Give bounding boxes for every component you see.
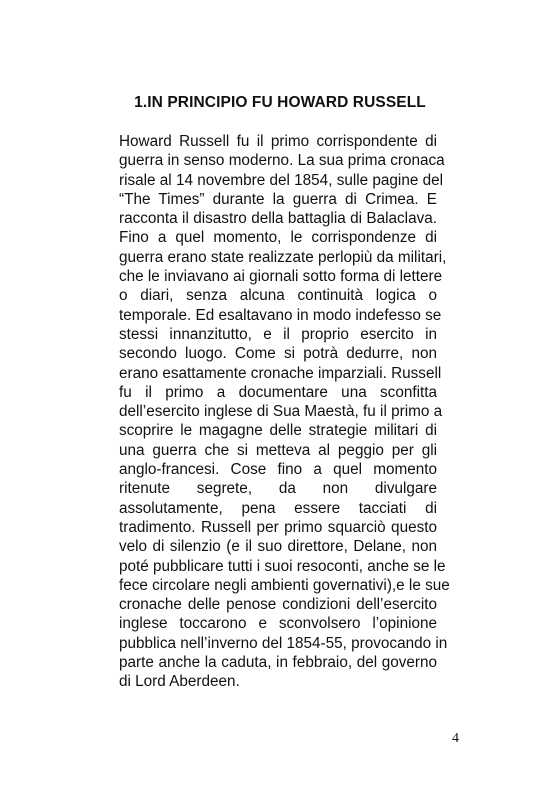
paragraph-line: racconta il disastro della battaglia di Balaclava. (119, 210, 437, 228)
paragraph-line: parte anche la caduta, in febbraio, del governo (119, 654, 437, 672)
paragraph-line: dell’esercito inglese di Sua Maestà, fu il primo a (119, 403, 443, 421)
paragraph-line: velo di silenzio (e il suo direttore, Delane, non (119, 538, 437, 556)
paragraph-line: guerra erano state realizzate perlopiù da militari, (119, 248, 447, 266)
paragraph-line: guerra in senso moderno. La sua prima cronaca (119, 152, 445, 170)
body-paragraph (119, 132, 450, 692)
paragraph-line: temporale. Ed esaltavano in modo indefesso se (119, 306, 442, 324)
paragraph-line: tradimento. Russell per primo squarciò questo (119, 518, 437, 536)
paragraph-line: scoprire le magagne delle strategie militari di (119, 422, 437, 440)
paragraph-line: fu il primo a documentare una sconfitta (119, 383, 437, 401)
paragraph-line: erano esattamente cronache imparziali. Russell (119, 364, 442, 382)
paragraph-line: fece circolare negli ambienti governativi),e le sue (119, 576, 450, 594)
paragraph-line: Howard Russell fu il primo corrispondente di (119, 133, 437, 150)
paragraph-line: anglo-francesi. Cose fino a quel momento (119, 461, 437, 479)
paragraph-line: pubblica nell’inverno del 1854-55, provocando in (119, 634, 448, 652)
paragraph-line: secondo luogo. Come si potrà dedurre, non (119, 345, 437, 363)
paragraph-line: “The Times” durante la guerra di Crimea. E (119, 190, 437, 208)
paragraph-line: risale al 14 novembre del 1854, sulle pagine del (119, 171, 443, 189)
paragraph-line: cronache delle penose condizioni dell’esercito (119, 596, 437, 614)
paragraph-line: inglese toccarono e sconvolsero l’opinione (119, 615, 437, 633)
page-number: 4 (452, 731, 459, 746)
paragraph-line: poté pubblicare tutti i suoi resoconti, anche se le (119, 557, 446, 575)
chapter-title: 1.IN PRINCIPIO FU HOWARD RUSSELL (134, 94, 426, 111)
paragraph-line: una guerra che si metteva al peggio per gli (119, 441, 437, 459)
paragraph-line: o diari, senza alcuna continuità logica o (119, 287, 437, 305)
paragraph-line: ritenute segrete, da non divulgare (119, 480, 437, 498)
paragraph-line: assolutamente, pena essere tacciati di (119, 499, 437, 517)
paragraph-line: stessi innanzitutto, e il proprio esercito in (119, 325, 437, 343)
paragraph-line: che le inviavano ai giornali sotto forma di lettere (119, 268, 443, 286)
paragraph-line: Fino a quel momento, le corrispondenze di (119, 229, 437, 247)
paragraph-line: di Lord Aberdeen. (119, 673, 240, 691)
